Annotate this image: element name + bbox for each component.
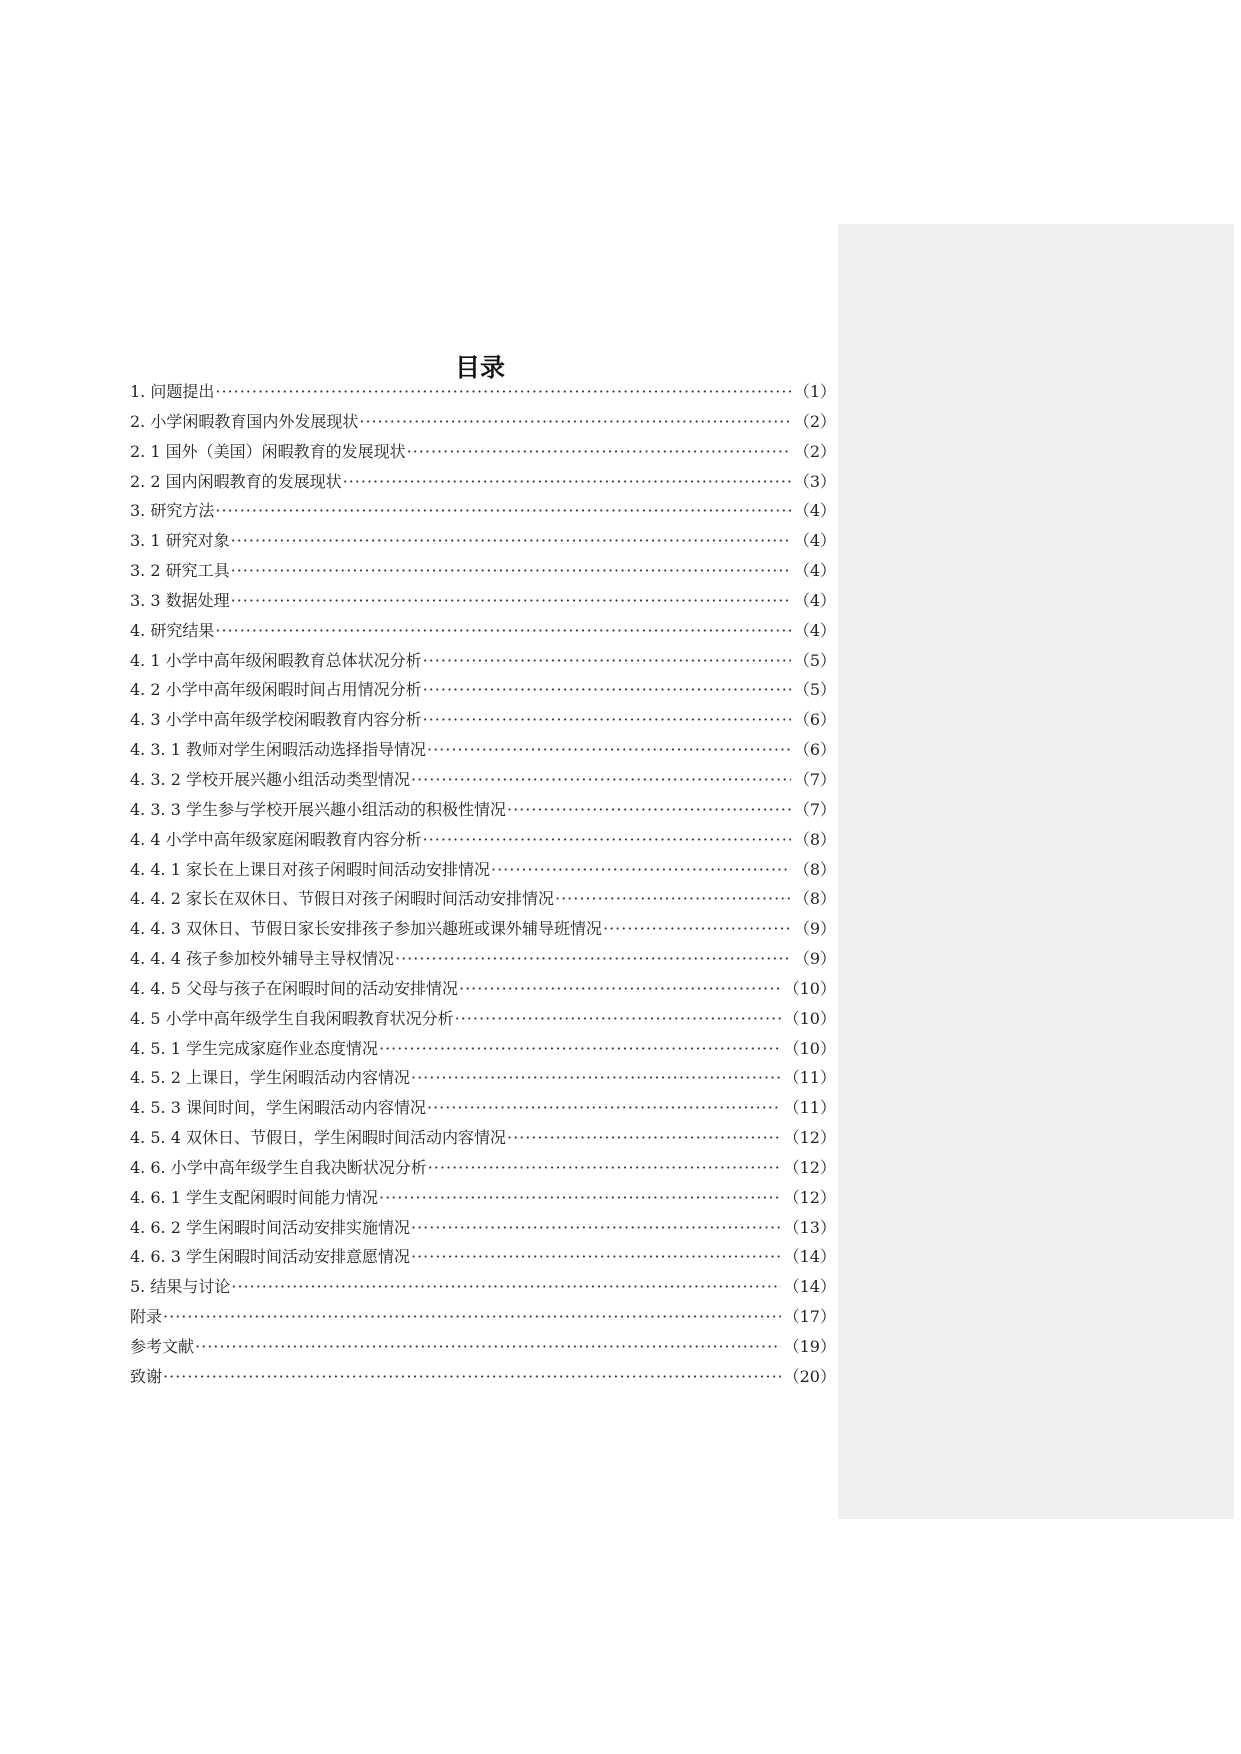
toc-entry[interactable] [130,646,836,676]
toc-entry-title: 4. 4. 3 双休日、节假日家长安排孩子参加兴趣班或课外辅导班情况 [130,919,602,939]
toc-entry-page: （7） [793,799,836,819]
toc-entry[interactable] [130,944,836,974]
toc-entry-title: 4. 5. 1 学生完成家庭作业态度情况 [130,1038,378,1058]
toc-entry-page: （3） [793,471,836,491]
table-of-contents [130,377,836,1392]
toc-entry[interactable] [130,1213,836,1243]
toc-entry-title: 3. 研究方法 [130,501,215,521]
toc-dot-leader [459,974,781,1004]
toc-entry-page: （14） [783,1247,836,1267]
toc-entry[interactable] [130,556,836,586]
toc-entry[interactable] [130,795,836,825]
toc-entry-page: （2） [793,411,836,431]
toc-entry-page: （10） [783,1038,836,1058]
toc-entry[interactable] [130,1093,836,1123]
toc-dot-leader [507,795,791,825]
toc-entry[interactable] [130,884,836,914]
toc-entry-title: 4. 4. 4 孩子参加校外辅导主导权情况 [130,949,394,969]
toc-entry-title: 4. 4. 5 父母与孩子在闲暇时间的活动安排情况 [130,978,458,998]
toc-entry-title: 4. 3 小学中高年级学校闲暇教育内容分析 [130,710,422,730]
toc-entry[interactable] [130,1242,836,1272]
toc-entry[interactable] [130,1004,836,1034]
toc-entry-title: 4. 3. 2 学校开展兴趣小组活动类型情况 [130,769,410,789]
toc-entry-title: 4. 5. 4 双休日、节假日，学生闲暇时间活动内容情况 [130,1128,506,1148]
toc-entry-page: （12） [783,1187,836,1207]
toc-entry-page: （4） [793,531,836,551]
toc-entry-title: 4. 6. 2 学生闲暇时间活动安排实施情况 [130,1217,410,1237]
toc-dot-leader [423,646,791,676]
toc-entry-title: 4. 4. 2 家长在双休日、节假日对孩子闲暇时间活动安排情况 [130,889,554,909]
toc-entry[interactable] [130,616,836,646]
toc-entry[interactable] [130,526,836,556]
toc-dot-leader [603,914,791,944]
toc-entry-page: （4） [793,620,836,640]
toc-dot-leader [427,735,791,765]
toc-dot-leader [455,1004,781,1034]
toc-entry-page: （10） [783,978,836,998]
toc-entry-page: （4） [793,561,836,581]
toc-entry[interactable] [130,407,836,437]
toc-entry-page: （2） [793,441,836,461]
toc-entry[interactable] [130,974,836,1004]
toc-entry-title: 2. 小学闲暇教育国内外发展现状 [130,411,359,431]
toc-dot-leader [507,1123,781,1153]
toc-dot-leader [231,556,791,586]
comment-margin-panel [838,224,1234,1519]
toc-entry-title: 4. 研究结果 [130,620,215,640]
toc-entry-title: 2. 1 国外（美国）闲暇教育的发展现状 [130,441,406,461]
toc-dot-leader [215,377,790,407]
toc-entry-title: 1. 问题提出 [130,382,215,401]
toc-entry-page: （9） [793,949,836,969]
toc-entry[interactable] [130,1183,836,1213]
toc-entry[interactable] [130,586,836,616]
toc-entry[interactable] [130,377,836,407]
toc-entry-title: 参考文献 [130,1337,195,1356]
toc-entry-page: （6） [793,740,836,760]
toc-entry[interactable] [130,705,836,735]
toc-entry[interactable] [130,1362,836,1392]
toc-dot-leader [427,1093,781,1123]
toc-entry-title: 4. 6. 1 学生支配闲暇时间能力情况 [130,1187,378,1207]
toc-entry-title: 4. 5. 3 课间时间，学生闲暇活动内容情况 [130,1098,426,1118]
toc-entry-page: （19） [783,1337,836,1356]
toc-entry-page: （1） [793,382,836,401]
toc-entry-page: （8） [793,889,836,909]
toc-title: 目录 [454,352,505,382]
toc-entry[interactable] [130,765,836,795]
toc-entry-page: （17） [783,1307,836,1327]
toc-dot-leader [163,1362,781,1392]
toc-entry-page: （11） [783,1098,836,1118]
toc-entry-page: （20） [783,1366,836,1386]
toc-entry-title: 4. 5 小学中高年级学生自我闲暇教育状况分析 [130,1008,454,1028]
toc-entry-title: 附录 [130,1307,163,1327]
toc-entry-page: （5） [793,650,836,670]
toc-dot-leader [231,526,791,556]
toc-entry-title: 4. 2 小学中高年级闲暇时间占用情况分析 [130,680,422,700]
toc-entry-title: 2. 2 国内闲暇教育的发展现状 [130,471,342,491]
toc-entry-page: （13） [783,1217,836,1237]
toc-entry[interactable] [130,1332,836,1362]
toc-entry[interactable] [130,496,836,526]
toc-entry[interactable] [130,914,836,944]
toc-dot-leader [343,467,791,497]
toc-dot-leader [379,1183,781,1213]
toc-dot-leader [407,437,791,467]
toc-entry[interactable] [130,825,836,855]
toc-dot-leader [411,765,791,795]
toc-dot-leader [231,1272,780,1302]
toc-entry[interactable] [130,675,836,705]
toc-entry[interactable] [130,855,836,885]
toc-entry-title: 4. 5. 2 上课日，学生闲暇活动内容情况 [130,1068,410,1088]
toc-dot-leader [411,1213,781,1243]
toc-dot-leader [215,616,790,646]
toc-dot-leader [359,407,790,437]
toc-entry-page: （8） [793,859,836,879]
toc-entry[interactable] [130,1302,836,1332]
toc-dot-leader [411,1063,781,1093]
toc-dot-leader [163,1302,781,1332]
toc-entry-page: （14） [783,1277,836,1297]
toc-dot-leader [423,675,791,705]
toc-dot-leader [428,1153,781,1183]
toc-dot-leader [195,1332,781,1362]
toc-entry-page: （5） [793,680,836,700]
toc-dot-leader [231,586,791,616]
toc-entry[interactable] [130,1034,836,1064]
toc-entry-page: （4） [793,590,836,610]
toc-dot-leader [215,496,790,526]
toc-dot-leader [423,705,791,735]
toc-entry-title: 3. 3 数据处理 [130,590,230,610]
toc-entry-page: （9） [793,919,836,939]
toc-entry-page: （6） [793,710,836,730]
toc-entry[interactable] [130,735,836,765]
toc-entry-title: 3. 2 研究工具 [130,561,230,581]
toc-entry-page: （7） [793,769,836,789]
toc-entry[interactable] [130,1123,836,1153]
toc-dot-leader [395,944,791,974]
toc-dot-leader [379,1034,781,1064]
toc-entry[interactable] [130,437,836,467]
toc-entry-title: 4. 6. 小学中高年级学生自我决断状况分析 [130,1157,427,1177]
toc-entry-page: （11） [783,1068,836,1088]
toc-entry-page: （12） [783,1157,836,1177]
toc-entry-title: 4. 4 小学中高年级家庭闲暇教育内容分析 [130,829,422,849]
toc-dot-leader [423,825,791,855]
toc-entry-title: 5. 结果与讨论 [130,1277,231,1297]
toc-entry-title: 3. 1 研究对象 [130,531,230,551]
toc-dot-leader [555,884,791,914]
toc-entry[interactable] [130,1063,836,1093]
toc-entry-page: （8） [793,829,836,849]
toc-entry[interactable] [130,1272,836,1302]
toc-entry-title: 4. 3. 1 教师对学生闲暇活动选择指导情况 [130,740,426,760]
toc-entry[interactable] [130,1153,836,1183]
toc-entry-title: 4. 6. 3 学生闲暇时间活动安排意愿情况 [130,1247,410,1267]
toc-entry-page: （4） [793,501,836,521]
toc-entry-title: 致谢 [130,1366,163,1386]
toc-entry-title: 4. 3. 3 学生参与学校开展兴趣小组活动的积极性情况 [130,799,506,819]
toc-dot-leader [491,855,791,885]
toc-entry[interactable] [130,467,836,497]
toc-entry-page: （12） [783,1128,836,1148]
toc-dot-leader [411,1242,781,1272]
toc-entry-title: 4. 1 小学中高年级闲暇教育总体状况分析 [130,650,422,670]
toc-entry-page: （10） [783,1008,836,1028]
toc-entry-title: 4. 4. 1 家长在上课日对孩子闲暇时间活动安排情况 [130,859,490,879]
